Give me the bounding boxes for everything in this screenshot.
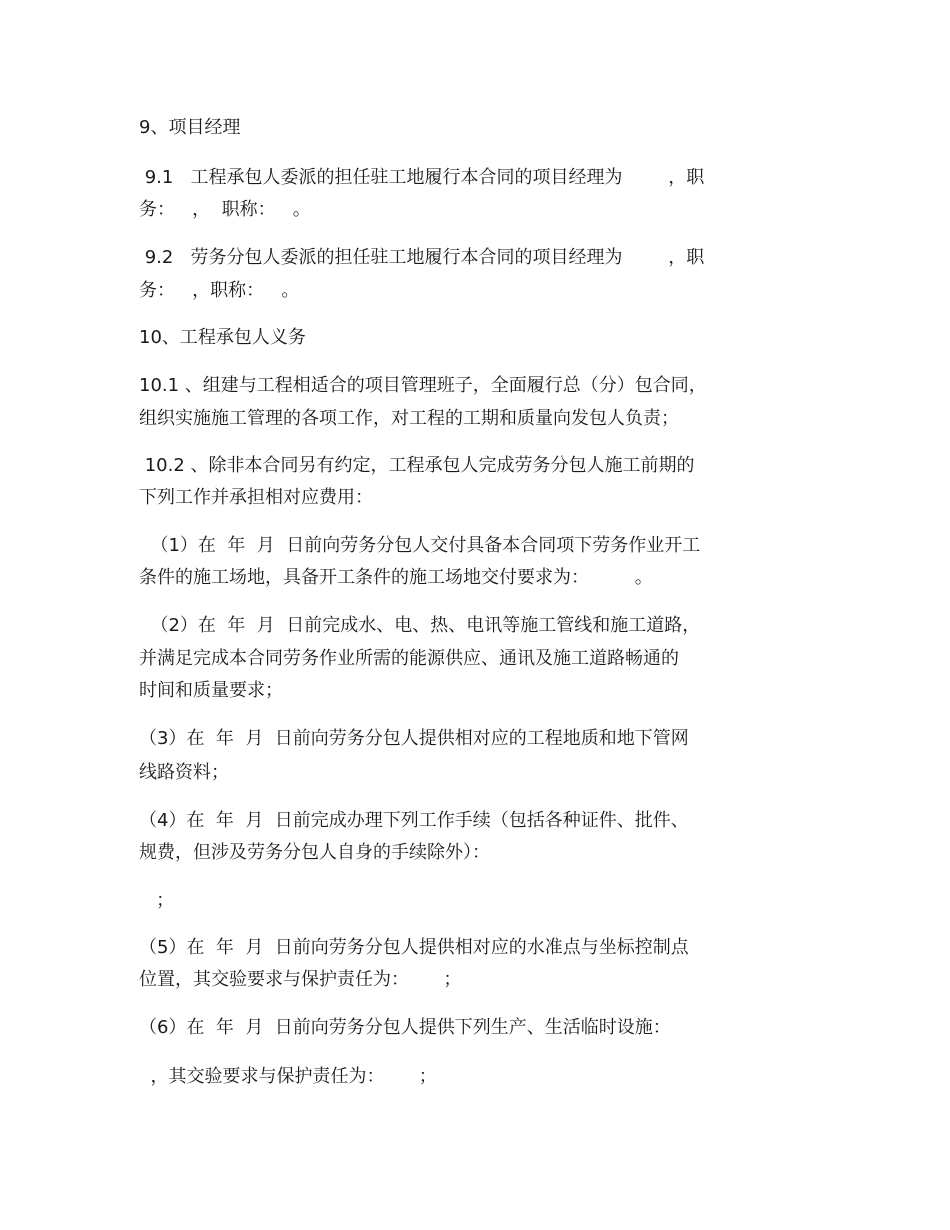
clause-10-2-line-1: 10.2 、除非本合同另有约定，工程承包人完成劳务分包人施工前期的 (139, 455, 695, 476)
item-1-line-1: （1）在 年 月 日前向劳务分包人交付具备本合同项下劳务作业开工 (139, 535, 701, 556)
clause-9-1-line-2: 务： ， 职称： 。 (139, 199, 311, 220)
item-4-line-2: 规费，但涉及劳务分包人自身的手续除外）： (139, 842, 490, 863)
item-2-line-1: （2）在 年 月 日前完成水、电、热、电讯等施工管线和施工道路， (139, 615, 701, 636)
clause-10-1-line-2: 组织实施施工管理的各项工作，对工程的工期和质量向发包人负责； (139, 408, 679, 429)
item-3-line-1: （3）在 年 月 日前向劳务分包人提供相对应的工程地质和地下管网 (139, 728, 689, 749)
item-5-line-2: 位置，其交验要求与保护责任为： ； (139, 969, 462, 990)
item-6-line-1: （6）在 年 月 日前向劳务分包人提供下列生产、生活临时设施： (139, 1017, 671, 1038)
item-6-line-2: ，其交验要求与保护责任为： ； (139, 1066, 437, 1087)
item-2-line-2: 并满足完成本合同劳务作业所需的能源供应、通讯及施工道路畅通的 (139, 648, 679, 669)
clause-9-2-line-1: 9.2 劳务分包人委派的担任驻工地履行本合同的项目经理为 ，职 (139, 247, 705, 268)
item-3-line-2: 线路资料； (139, 762, 229, 783)
section-heading-contractor-obligations: 10、工程承包人义务 (139, 327, 306, 348)
clause-9-1-line-1: 9.1 工程承包人委派的担任驻工地履行本合同的项目经理为 ，职 (139, 167, 705, 188)
item-2-line-3: 时间和质量要求； (139, 680, 283, 701)
item-4-blank-line: ； (139, 890, 175, 911)
item-4-line-1: （4）在 年 月 日前完成办理下列工作手续（包括各种证件、批件、 (139, 810, 689, 831)
clause-10-2-line-2: 下列工作并承担相对应费用： (139, 487, 373, 508)
clause-10-1-line-1: 10.1 、组建与工程相适合的项目管理班子，全面履行总（分）包合同， (139, 375, 707, 396)
item-1-line-2: 条件的施工场地，具备开工条件的施工场地交付要求为： 。 (139, 567, 653, 588)
section-heading-project-manager: 9、项目经理 (139, 117, 241, 138)
clause-9-2-line-2: 务： ，职称： 。 (139, 280, 300, 301)
item-5-line-1: （5）在 年 月 日前向劳务分包人提供相对应的水准点与坐标控制点 (139, 937, 689, 958)
